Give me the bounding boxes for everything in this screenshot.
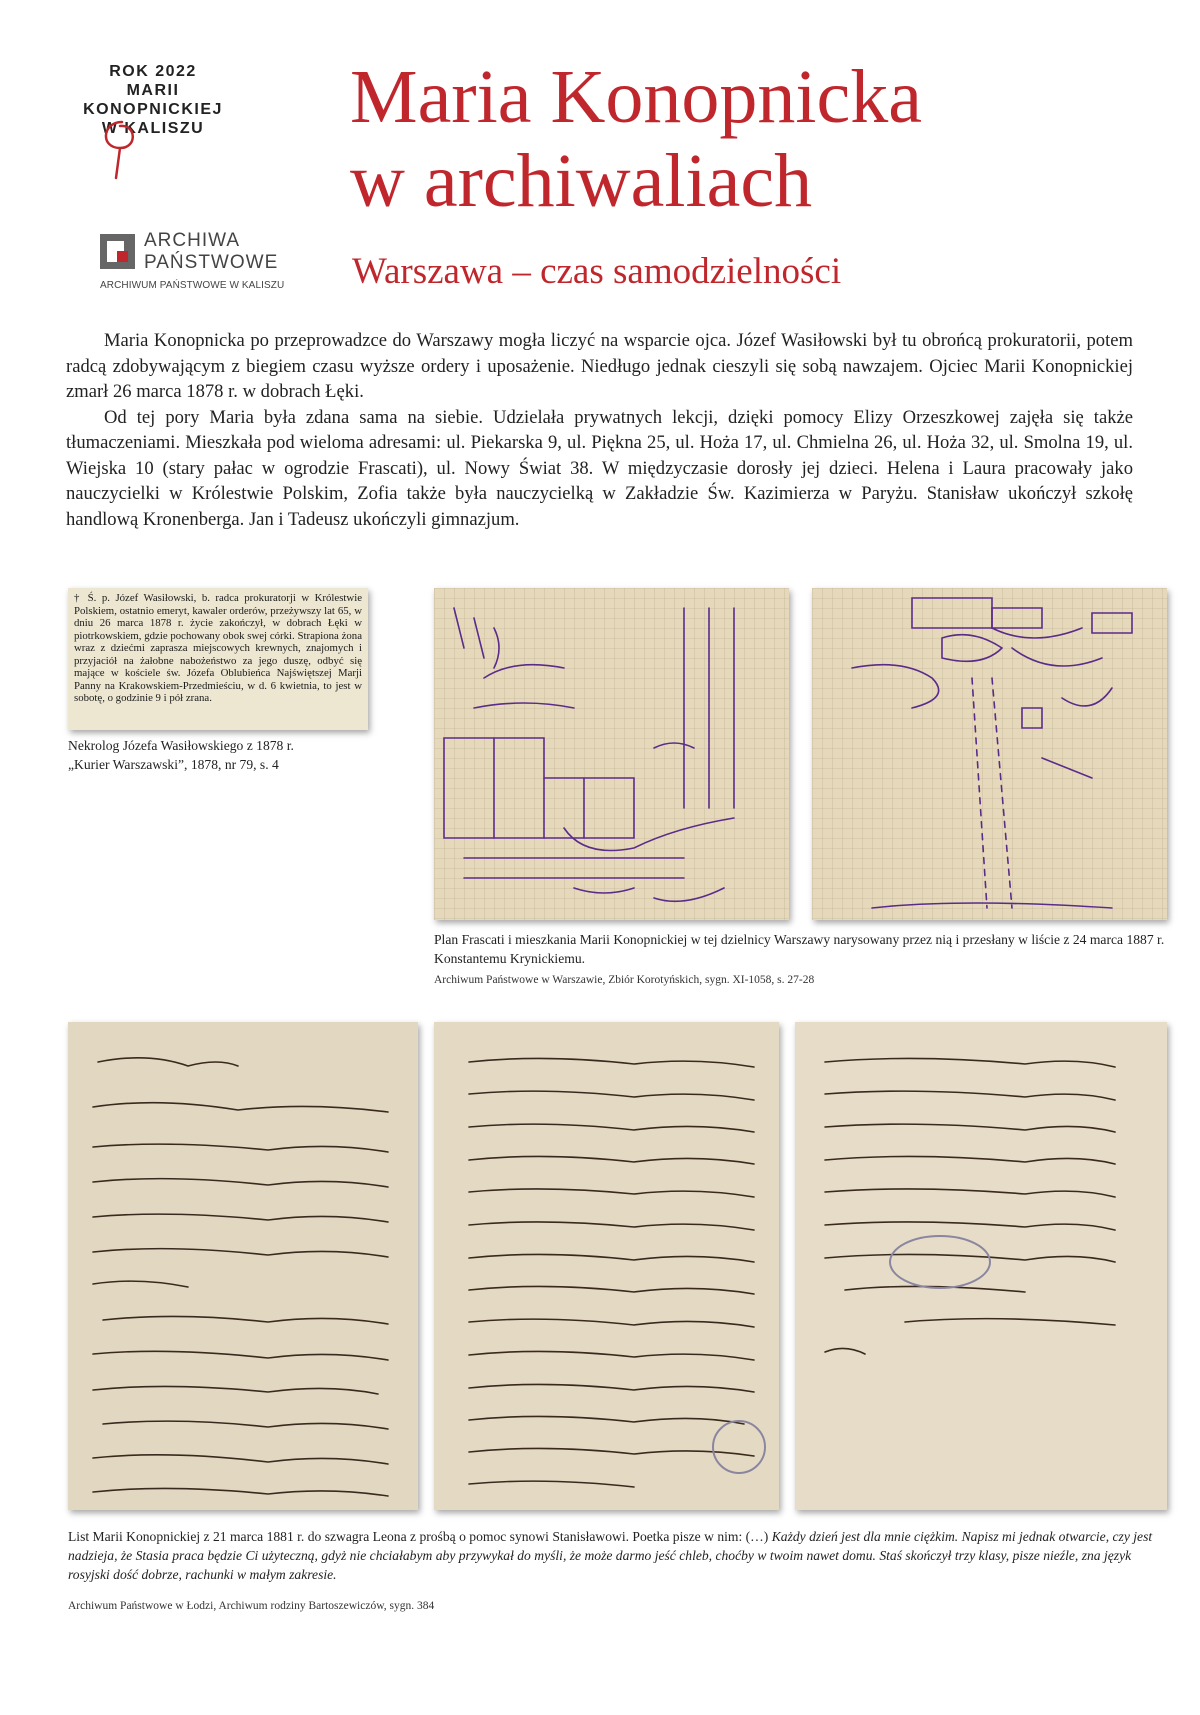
obituary-clipping: † Ś. p. Józef Wasiłowski, b. radca prokuratorji w Królestwie Polskiem, ostatnio emeryt, kawaler orderów, przeżywszy lat 65, w dniu 26 marca 1878 r. życie zakończył, w dobrach Łęki w piotrkowskiem, gdzie pochowany obok swej córki. Strapiona żona wraz z dziećmi zaprasza miejscowych krewnych, znajomych i przyjaciół na żałobne nabożeństwo za jego duszę, odbyć się mające w kościele św. Józefa Oblubieńca Najświętszej Marji Panny na Krakowskiem-Przedmieściu, w d. 6 kwietnia, to jest w sobotę, o godzinie 9 i pół zrana. (68, 588, 368, 730)
obituary-caption-line-1: Nekrolog Józefa Wasiłowskiego z 1878 r. (68, 738, 294, 753)
archiwa-name-line-1: ARCHIWA (144, 230, 241, 251)
title-line-2: w archiwaliach (350, 139, 813, 223)
konopnicka-swirl-icon (92, 104, 152, 184)
page-title (350, 55, 1170, 223)
obituary-caption (68, 736, 368, 774)
title-line-1: Maria Konopnicka (350, 55, 922, 139)
archiwa-mark-icon (100, 234, 135, 269)
archiwa-sub-label: ARCHIWUM PAŃSTWOWE W KALISZU (100, 280, 285, 291)
rok-logo-line-4: W KALISZU (101, 120, 205, 137)
plan-caption: Plan Frascati i mieszkania Marii Konopnickiej w tej dzielnicy Warszawy narysowany przez nią i przesłany w liście z 24 marca 1887 r. Konstantemu Krynickiemu. (434, 932, 1165, 966)
plan-source: Archiwum Państwowe w Warszawie, Zbiór Korotyńskich, sygn. XI-1058, s. 27-28 (434, 974, 815, 986)
rok-logo-line-2: MARII (126, 82, 180, 99)
letter-caption (68, 1527, 1167, 1584)
archiwa-name-line-2: PAŃSTWOWE (144, 252, 279, 273)
letter-page-3 (795, 1022, 1167, 1510)
rok-logo-line-3: KONOPNICKIEJ (83, 101, 223, 118)
letter-page-1 (68, 1022, 418, 1510)
obituary-caption-line-2: „Kurier Warszawski”, 1878, nr 79, s. 4 (68, 757, 279, 772)
letter-caption-quote: Każdy dzień jest dla mnie ciężkim. Napisz mi jednak otwarcie, czy jest nadzieja, że Stasia praca będzie Ci użyteczną, gdyż nie chciałabym aby przywykał do myśli, że może darmo jeść chleb, choćby w twoim nawet domu. Staś skończył trzy klasy, pisze nieźle, zna język rosyjski dość dobrze, rachunki w małym zakresie. (68, 1529, 1153, 1582)
body-paragraph-2: Od tej pory Maria była zdana sama na siebie. Udzielała prywatnych lekcji, dzięki pomocy Elizy Orzeszkowej zajęła się także tłumaczeniami. Mieszkała pod wieloma adresami: ul. Piekarska 9, ul. Piękna 25, ul. Hoża 17, ul. Chmielna 26, ul. Hoża 32, ul. Smolna 19, ul. Wiejska 10 (stary pałac w ogrodzie Frascati), ul. Nowy Świat 38. W międzyczasie dorosły jej dzieci. Helena i Laura pracowały jako nauczycielki w Królestwie Polskim, Zofia także była nauczycielką w Zakładzie Św. Kazimierza w Paryżu. Stanisław ukończył szkołę handlową Kronenberga. Jan i Tadeusz ukończyli gimnazjum. (66, 406, 1133, 530)
plan-frascati-page-1 (434, 588, 789, 920)
rok-logo-line-1: ROK 2022 (109, 63, 197, 80)
body-paragraph-1: Maria Konopnicka po przeprowadzce do Warszawy mogła liczyć na wsparcie ojca. Józef Wasiłowski był tu obrońcą prokuratorii, potem radcą zdobywającym z biegiem czasu wyższe ordery i uposażenie. Niedługo jednak cieszyli się sobą nawzajem. Ojciec Marii Konopnickiej zmarł 26 marca 1878 r. w dobrach Łęki. (66, 330, 1133, 402)
letter-source: Archiwum Państwowe w Łodzi, Archiwum rodziny Bartoszewiczów, sygn. 384 (68, 1600, 435, 1612)
letter-page-2 (434, 1022, 779, 1510)
page-subtitle: Warszawa – czas samodzielności (352, 251, 842, 292)
letter-caption-plain: List Marii Konopnickiej z 21 marca 1881 r. do szwagra Leona z prośbą o pomoc synowi Stanisławowi. Poetka pisze w nim: (…) (68, 1529, 772, 1544)
body-text (66, 328, 1133, 532)
plan-frascati-page-2 (812, 588, 1167, 920)
